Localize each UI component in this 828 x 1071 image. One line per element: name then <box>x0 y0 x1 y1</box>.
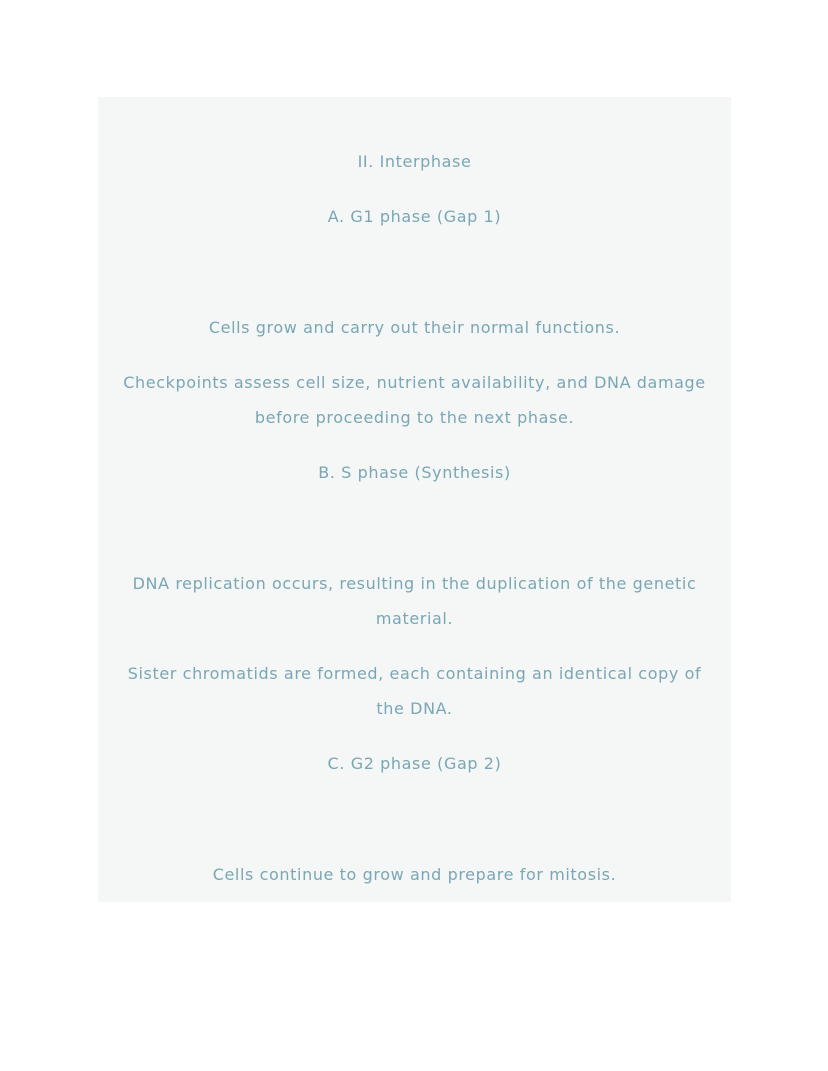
s-point-replication-line1: DNA replication occurs, resulting in the duplication of the genetic <box>132 574 697 593</box>
g2-point-growth: Cells continue to grow and prepare for mitosis. <box>212 865 617 884</box>
s-phase-title: B. S phase (Synthesis) <box>318 463 511 482</box>
g1-point-checkpoints-line1: Checkpoints assess cell size, nutrient availability, and DNA damage <box>123 373 706 392</box>
section-heading: II. Interphase <box>357 152 472 171</box>
g2-phase-title: C. G2 phase (Gap 2) <box>327 754 502 773</box>
content-panel <box>98 97 731 902</box>
g1-point-growth: Cells grow and carry out their normal functions. <box>208 318 621 337</box>
s-point-chromatids-line2: the DNA. <box>376 699 453 718</box>
s-point-replication-line2: material. <box>375 609 454 628</box>
s-point-chromatids-line1: Sister chromatids are formed, each containing an identical copy of <box>127 664 702 683</box>
g1-point-checkpoints-line2: before proceeding to the next phase. <box>254 408 575 427</box>
g1-phase-title: A. G1 phase (Gap 1) <box>327 207 502 226</box>
